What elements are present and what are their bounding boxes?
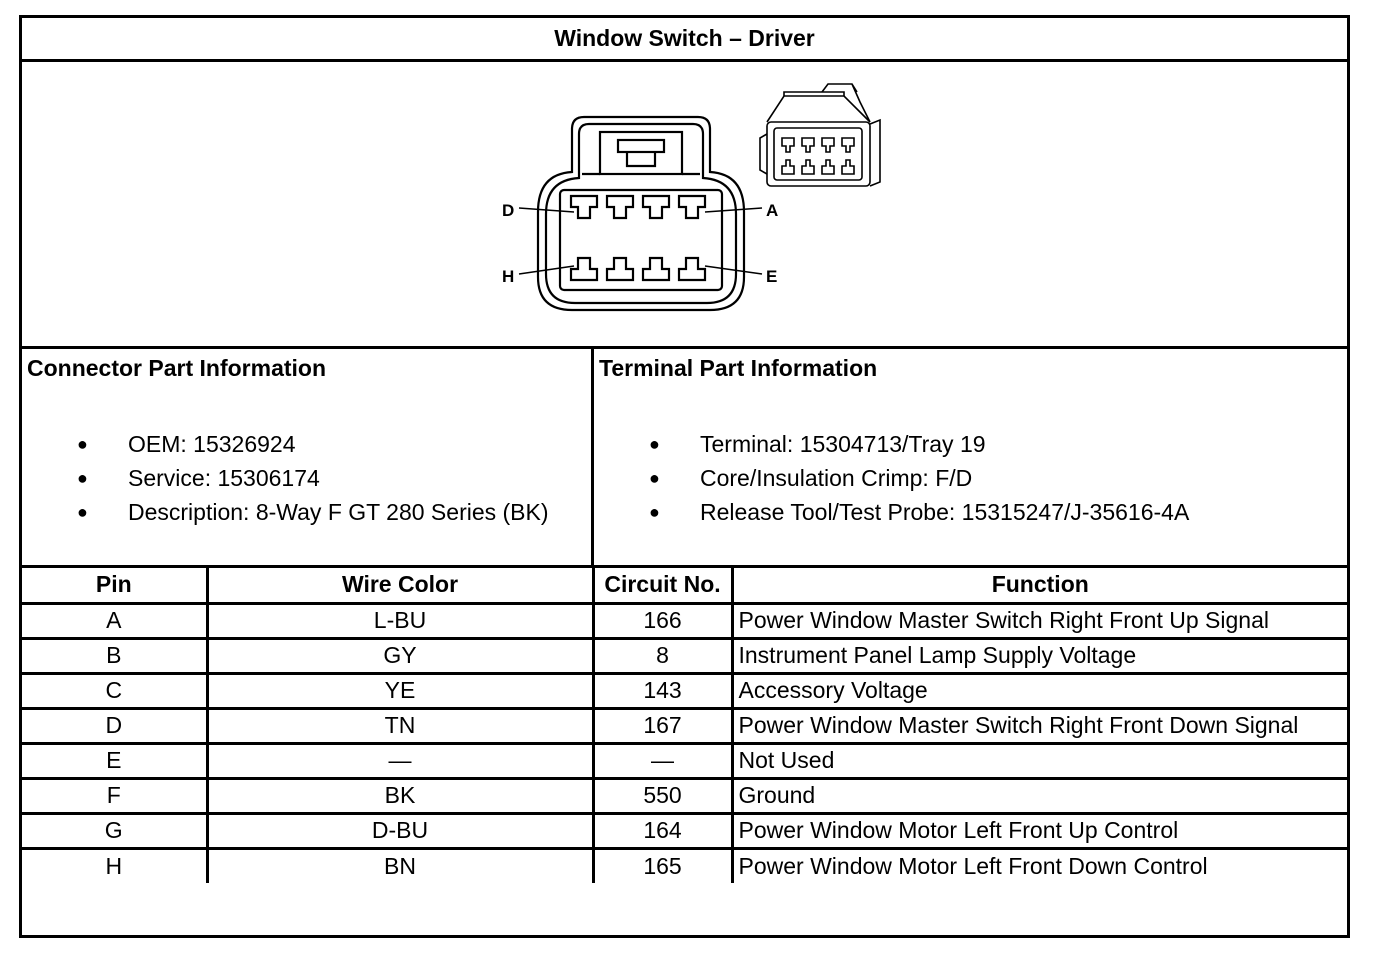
bullet-icon: ● <box>77 468 88 488</box>
table-row <box>22 638 1347 673</box>
function-cell: Power Window Master Switch Right Front Down Signal <box>732 708 1347 743</box>
circuit-no-cell: 164 <box>593 813 732 848</box>
circuit-no-cell: 8 <box>593 638 732 673</box>
table-row <box>22 743 1347 778</box>
pin-label-e: E <box>766 267 778 286</box>
pin-cell: B <box>22 638 207 673</box>
list-item <box>646 427 1189 461</box>
terminal-number: Terminal: 15304713/Tray 19 <box>700 431 986 457</box>
wire-color-cell: YE <box>207 673 593 708</box>
terminal-info-list <box>646 427 1189 529</box>
connector-part-info <box>22 349 594 565</box>
pin-cell: D <box>22 708 207 743</box>
table-row <box>22 848 1347 883</box>
bullet-icon: ● <box>649 434 660 454</box>
terminal-cavity-bottom-row <box>571 258 705 280</box>
circuit-no-cell: 165 <box>593 848 732 883</box>
list-item <box>74 427 549 461</box>
connector-info-list <box>74 427 549 529</box>
pinout-table <box>22 568 1347 883</box>
pin-cell: F <box>22 778 207 813</box>
wire-color-cell: — <box>207 743 593 778</box>
table-row <box>22 813 1347 848</box>
table-row <box>22 673 1347 708</box>
table-header-row <box>22 568 1347 603</box>
connector-sheet <box>19 15 1350 938</box>
wire-color-cell: L-BU <box>207 603 593 638</box>
bullet-icon: ● <box>649 502 660 522</box>
terminal-crimp: Core/Insulation Crimp: F/D <box>700 465 973 491</box>
connector-description: Description: 8-Way F GT 280 Series (BK) <box>128 499 549 525</box>
pin-label-d: D <box>502 201 515 220</box>
header-pin: Pin <box>22 568 207 603</box>
wire-color-cell: TN <box>207 708 593 743</box>
connector-oem: OEM: 15326924 <box>128 431 296 457</box>
circuit-no-cell: 550 <box>593 778 732 813</box>
list-item <box>74 495 549 529</box>
bullet-icon: ● <box>649 468 660 488</box>
bullet-icon: ● <box>77 502 88 522</box>
pin-cell: E <box>22 743 207 778</box>
function-cell: Instrument Panel Lamp Supply Voltage <box>732 638 1347 673</box>
circuit-no-cell: 166 <box>593 603 732 638</box>
terminal-release-tool: Release Tool/Test Probe: 15315247/J-35616-4A <box>700 499 1190 525</box>
pin-label-h: H <box>502 267 515 286</box>
function-cell: Power Window Motor Left Front Down Control <box>732 848 1347 883</box>
table-row <box>22 603 1347 638</box>
terminal-cavity-top-row <box>571 196 705 218</box>
function-cell: Power Window Master Switch Right Front Up Signal <box>732 603 1347 638</box>
pin-cell: G <box>22 813 207 848</box>
connector-3d-icon <box>760 84 880 186</box>
pinout-table-body <box>22 603 1347 883</box>
list-item <box>646 461 1189 495</box>
pin-cell: A <box>22 603 207 638</box>
header-function: Function <box>732 568 1347 603</box>
bullet-icon: ● <box>77 434 88 454</box>
wire-color-cell: BN <box>207 848 593 883</box>
table-row <box>22 708 1347 743</box>
connector-info-heading: Connector Part Information <box>27 355 327 381</box>
circuit-no-cell: 143 <box>593 673 732 708</box>
circuit-no-cell: — <box>593 743 732 778</box>
terminal-info-heading: Terminal Part Information <box>599 355 878 381</box>
terminal-part-info <box>594 349 1347 565</box>
table-row <box>22 778 1347 813</box>
pin-cell: C <box>22 673 207 708</box>
part-information-section <box>22 349 1347 568</box>
function-cell: Not Used <box>732 743 1347 778</box>
header-circuit-no: Circuit No. <box>593 568 732 603</box>
list-item <box>74 461 549 495</box>
function-cell: Power Window Motor Left Front Up Control <box>732 813 1347 848</box>
connector-face-diagram <box>22 62 1347 346</box>
connector-service: Service: 15306174 <box>128 465 320 491</box>
header-wire-color: Wire Color <box>207 568 593 603</box>
pin-label-a: A <box>766 201 779 220</box>
connector-diagram-panel <box>22 62 1347 349</box>
pin-cell: H <box>22 848 207 883</box>
wire-color-cell: D-BU <box>207 813 593 848</box>
list-item <box>646 495 1189 529</box>
circuit-no-cell: 167 <box>593 708 732 743</box>
function-cell: Accessory Voltage <box>732 673 1347 708</box>
function-cell: Ground <box>732 778 1347 813</box>
page-title: Window Switch – Driver <box>22 18 1347 62</box>
wire-color-cell: GY <box>207 638 593 673</box>
wire-color-cell: BK <box>207 778 593 813</box>
